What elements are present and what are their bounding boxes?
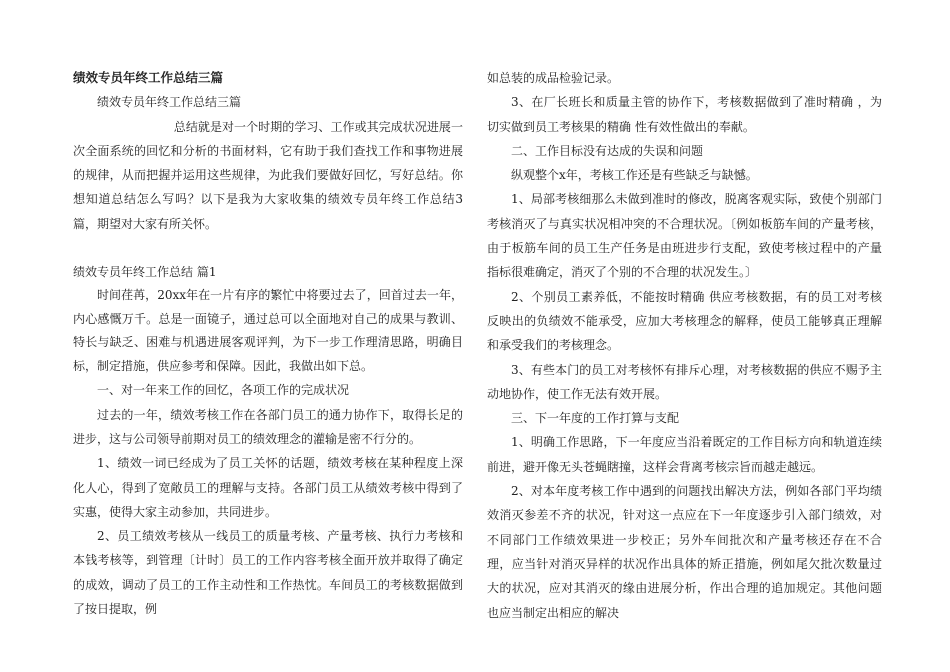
right-column [487, 66, 882, 625]
paragraph: 1、绩效一词已经成为了员工关怀的话题，绩效考核在某种程度上深化人心，得到了宽敞员工的理解与支持。各部门员工从绩效考核中得到了实惠，使得大家主动参加，共同进步。 [73, 456, 463, 519]
paragraph: 2、个别员工素养低，不能按时精确 供应考核数据，有的员工对考核反映出的负绩效不能承受，应加大考核理念的解释，使员工能够真正理解和承受我们的考核理念。 [487, 289, 882, 353]
intro-paragraph: 总结就是对一个时期的学习、工作或其完成状况进展一次全面系统的回忆和分析的书面材料，它有助于我们查找工作和事物进展的规律，从而把握并运用这些规律，为此我们要做好回忆，写好总结。你想知道总结怎么写吗？以下是我为大家收集的绩效专员年终工作总结3篇，期望对大家有所关怀。 [73, 119, 463, 231]
paragraph: 过去的一年，绩效考核工作在各部门员工的通力协作下，取得长足的进步，这与公司领导前期对员工的绩效理念的灌输是密不行分的。 [73, 407, 463, 446]
paragraph: 3、在厂长班长和质量主管的协作下，考核数据做到了准时精确 ，为切实做到员工考核果的精确 性有效性做出的奉献。 [487, 95, 882, 134]
paragraph: 如总装的成品检验记录。 [487, 71, 620, 85]
document-subtitle: 绩效专员年终工作总结三篇 [97, 95, 242, 110]
left-column [73, 66, 463, 621]
paragraph-heading: 三、下一年度的工作打算与支配 [511, 411, 680, 426]
paragraph: 1、明确工作思路，下一年度应当沿着既定的工作目标方向和轨道连续前进，避开像无头苍蝇瞎撞，这样会背离考核宗旨而越走越远。 [487, 435, 882, 474]
paragraph: 2、对本年度考核工作中遇到的问题找出解决方法，例如各部门平均绩效消灭参差不齐的状况，针对这一点应在下一年度逐步引入部门绩效，对不同部门工作绩效果进一步校正；另外车间批次和产量考核还存在不合理，应当针对消灭异样的状况作出具体的矫正措施，例如尾欠批次数量过大的状况，应对其消灭的缘由进展分析，作出合理的追加规定。其他问题也应当制定出相应的解决 [487, 484, 882, 620]
spacer [73, 236, 463, 260]
paragraph: 1、局部考核细那么未做到准时的修改，脱离客观实际，致使个别部门考核消灭了与真实状况相冲突的不合理状况。〔例如板筋车间的产量考核，由于板筋车间的员工生产任务是由班进步行支配，致使考核过程中的产量指标很难确定，消灭了个别的不合理的状况发生。〕 [487, 192, 882, 280]
paragraph: 纵观整个x年，考核工作还是有些缺乏与缺憾。 [511, 168, 758, 183]
section-heading: 绩效专员年终工作总结 篇1 [73, 265, 217, 280]
document-title: 绩效专员年终工作总结三篇 [73, 70, 224, 85]
paragraph: 3、有些本门的员工对考核怀有排斥心理，对考核数据的供应不赐予主动地协作，使工作无法有效开展。 [487, 362, 882, 401]
paragraph: 时间荏苒，20xx年在一片有序的繁忙中将要过去了，回首过去一年，内心感慨万千。总是一面镜子，通过总可以全面地对自己的成果与教训、特长与缺乏、困难与机遇进展客观评判，为下一步工作理清思路，明确目标，制定措施，供应参考和保障。因此，我做出如下总。 [73, 288, 463, 373]
paragraph-heading: 二、工作目标没有达成的失误和问题 [511, 143, 704, 158]
paragraph-heading: 一、对一年来工作的回忆，各项工作的完成状况 [97, 383, 350, 398]
paragraph: 2、员工绩效考核从一线员工的质量考核、产量考核、执行力考核和本钱考核等，到管理〔计时〕员工的工作内容考核全面开放并取得了确定的成效，调动了员工的工作主动性和工作热忱。车间员工的考核数据做到了按日提取，例 [73, 529, 463, 617]
